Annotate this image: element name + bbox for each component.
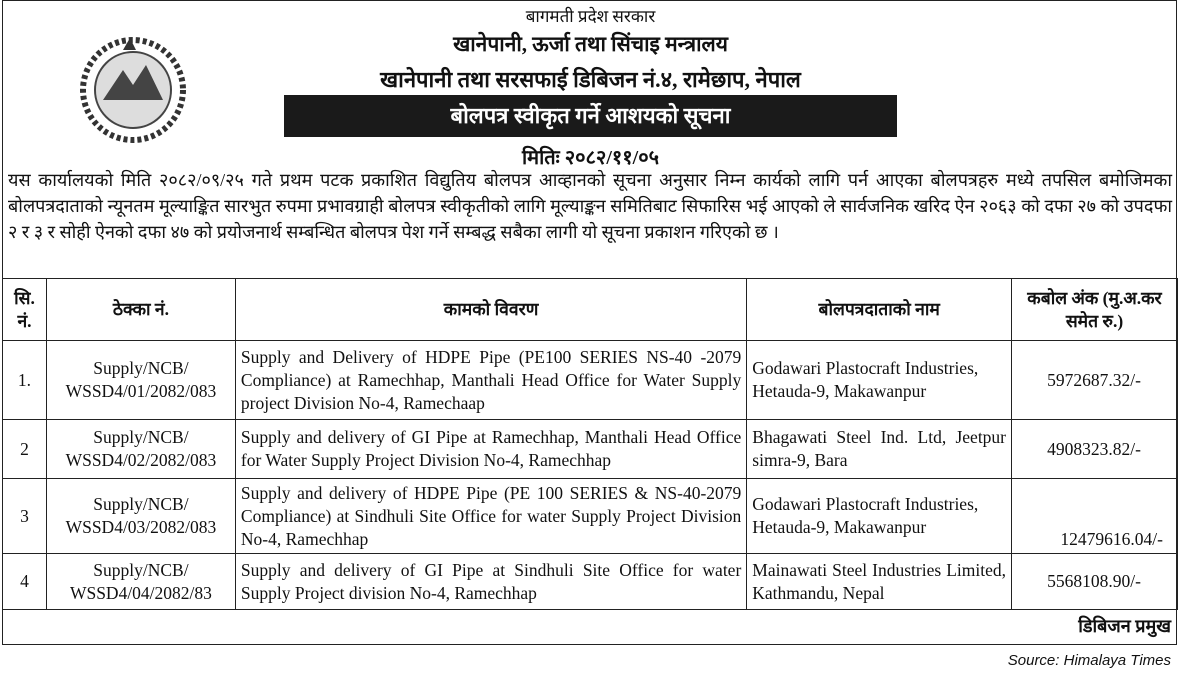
cell-description: Supply and delivery of GI Pipe at Ramechhap, Manthali Head Office for Water Supply Project Division No-4, Ramechhap xyxy=(235,420,746,479)
cell-sn: 1. xyxy=(3,341,47,420)
table-row xyxy=(3,554,1178,610)
col-amount: कबोल अंक (मु.अ.कर समेत रु.) xyxy=(1012,279,1178,341)
cell-contract: Supply/NCB/ WSSD4/03/2082/083 xyxy=(46,479,235,554)
table-row xyxy=(3,341,1178,420)
cell-sn: 2 xyxy=(3,420,47,479)
col-bidder: बोलपत्रदाताको नाम xyxy=(747,279,1012,341)
cell-bidder: Mainawati Steel Industries Limited, Kathmandu, Nepal xyxy=(747,554,1012,610)
signatory: डिबिजन प्रमुख xyxy=(1078,616,1171,636)
col-sn: सि. नं. xyxy=(3,279,47,341)
division-heading: खानेपानी तथा सरसफाई डिबिजन नं.४, रामेछाप, नेपाल xyxy=(380,67,801,92)
notice-body: यस कार्यालयको मिति २०८२/०९/२५ गते प्रथम पटक प्रकाशित विद्युतिय बोलपत्र आव्हानको सूचना अनुसार निम्न कार्यको लागि पर्न आएका बोलपत्रहरु मध्ये तपसिल बमोजिमका बोलपत्रदाताको न्यूनतम मूल्याङ्कित सारभुत रुपमा प्रभावग्राही बोलपत्र स्वीकृतीको लागि मूल्याङ्कन समितिबाट सिफारिस भई आएको ले सार्वजनिक खरिद ऐन २०६३ को दफा २७ को उपदफा २ र ३ र सोही ऐनको दफा ४७ को प्रयोजनार्थ सम्बन्धित बोलपत्र पेश गर्ने सम्बद्ध सबैका लागी यो सूचना प्रकाशन गरिएको छ । xyxy=(8,170,1172,242)
source-credit: Source: Himalaya Times xyxy=(1007,652,1171,669)
cell-contract: Supply/NCB/ WSSD4/02/2082/083 xyxy=(46,420,235,479)
cell-sn: 3 xyxy=(3,479,47,554)
cell-description: Supply and Delivery of HDPE Pipe (PE100 SERIES NS-40 -2079 Compliance) at Ramechhap, Manthali Head Office for Water Supply project Division No-4, Ramechaap xyxy=(235,341,746,420)
cell-description: Supply and delivery of HDPE Pipe (PE 100 SERIES & NS-40-2079 Compliance) at Sindhuli Site Office for water Supply Project Division No-4, Ramechhap xyxy=(235,479,746,554)
cell-contract: Supply/NCB/ WSSD4/04/2082/83 xyxy=(46,554,235,610)
table-header-row xyxy=(3,279,1178,341)
cell-amount: 4908323.82/- xyxy=(1012,420,1178,479)
table-row xyxy=(3,479,1178,554)
notice-date: मितिः २०८२/११/०५ xyxy=(521,147,660,169)
table-row xyxy=(3,420,1178,479)
cell-bidder: Godawari Plastocraft Industries, Hetauda-9, Makawanpur xyxy=(747,341,1012,420)
cell-sn: 4 xyxy=(3,554,47,610)
cell-bidder: Bhagawati Steel Ind. Ltd, Jeetpur simra-9, Bara xyxy=(747,420,1012,479)
cell-bidder: Godawari Plastocraft Industries, Hetauda-9, Makawanpur xyxy=(747,479,1012,554)
cell-amount: 12479616.04/- xyxy=(1012,479,1178,554)
cell-amount: 5972687.32/- xyxy=(1012,341,1178,420)
notice-title: बोलपत्र स्वीकृत गर्ने आशयको सूचना xyxy=(284,95,897,137)
province-heading: बागमती प्रदेश सरकार xyxy=(525,7,656,26)
cell-contract: Supply/NCB/ WSSD4/01/2082/083 xyxy=(46,341,235,420)
col-description: कामको विवरण xyxy=(235,279,746,341)
cell-description: Supply and delivery of GI Pipe at Sindhuli Site Office for water Supply Project division No-4, Ramechhap xyxy=(235,554,746,610)
bid-table xyxy=(2,278,1178,610)
cell-amount: 5568108.90/- xyxy=(1012,554,1178,610)
ministry-heading: खानेपानी, ऊर्जा तथा सिंचाइ मन्त्रालय xyxy=(453,32,728,56)
col-contract-no: ठेक्का नं. xyxy=(46,279,235,341)
